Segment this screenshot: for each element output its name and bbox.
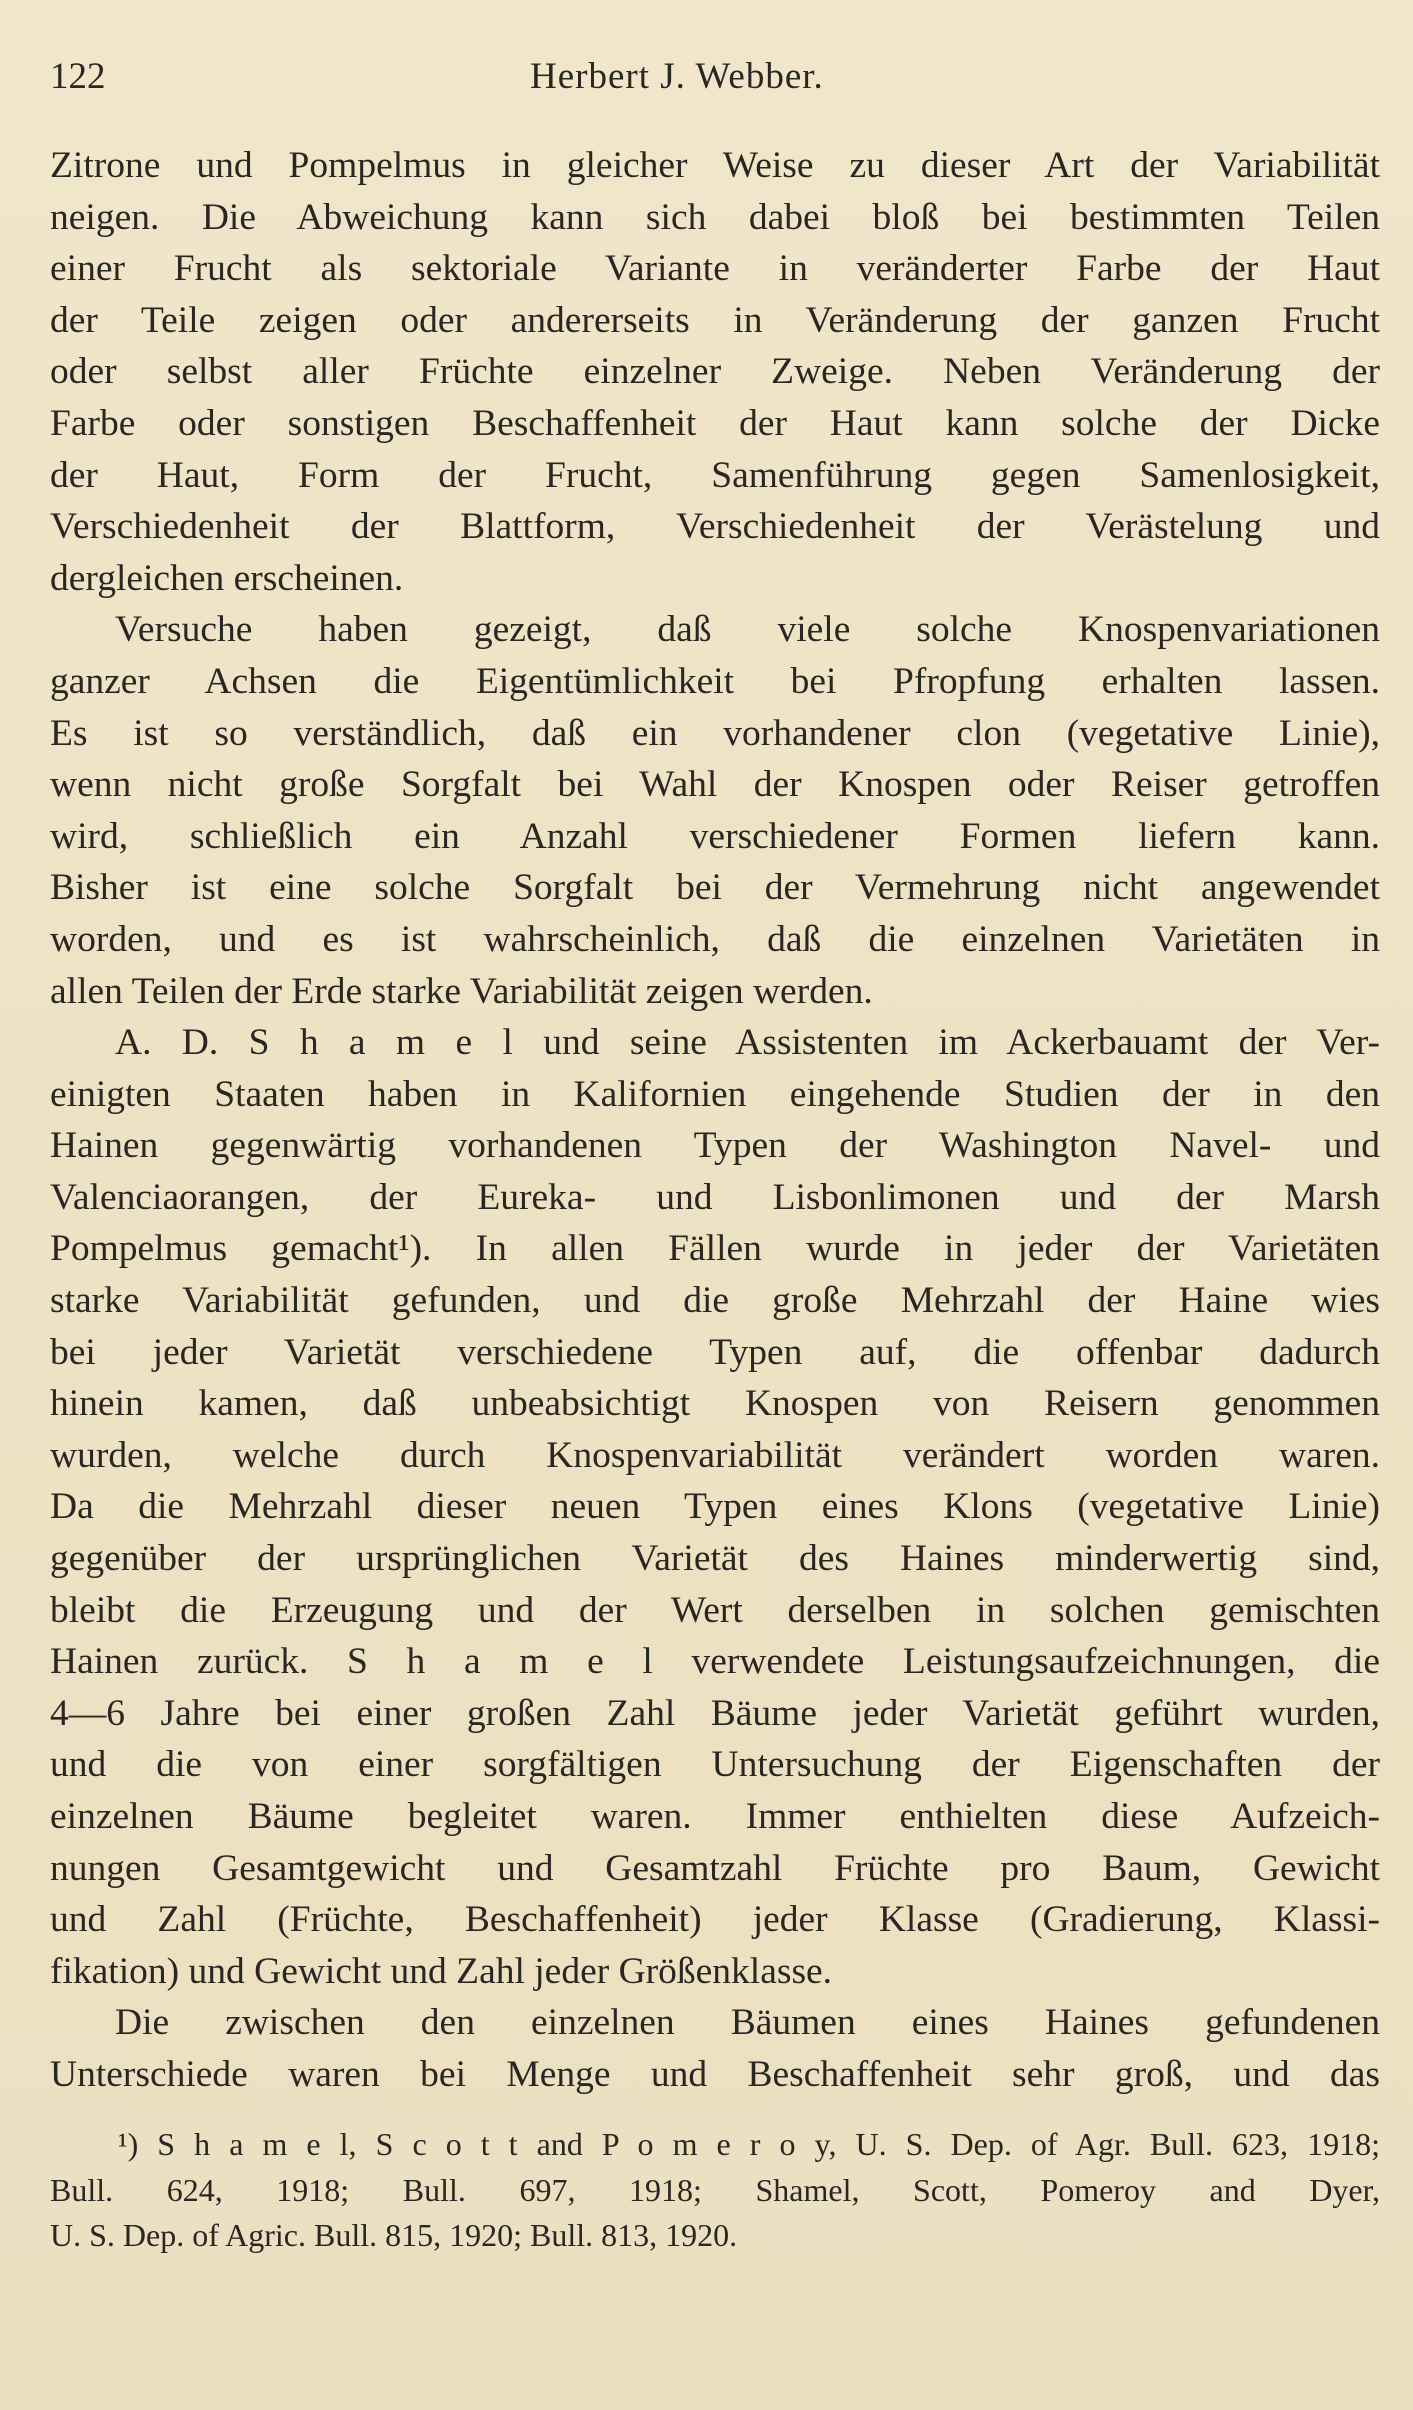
text-line: einigten Staaten haben in Kalifornien eingehende Studien der in den — [50, 1073, 1380, 1115]
page-header — [50, 52, 1350, 102]
text-line: der Teile zeigen oder andererseits in Veränderung der ganzen Frucht — [50, 299, 1380, 341]
text-line: Valenciaorangen, der Eureka- und Lisbonlimonen und der Marsh — [50, 1176, 1380, 1218]
text-line: Verschiedenheit der Blattform, Verschiedenheit der Verästelung und — [50, 506, 1380, 548]
text-line: dergleichen erscheinen. — [50, 557, 404, 599]
text-line: hinein kamen, daß unbeabsichtigt Knospen von Reisern genommen — [50, 1383, 1380, 1425]
text-line: Hainen zurück. S h a m e l verwendete Leistungsaufzeichnungen, die — [50, 1641, 1380, 1683]
text-line: oder selbst aller Früchte einzelner Zweige. Neben Veränderung der — [50, 351, 1380, 393]
text-line: nungen Gesamtgewicht und Gesamtzahl Früchte pro Baum, Gewicht — [50, 1847, 1380, 1889]
text-line: einer Frucht als sektoriale Variante in veränderter Farbe der Haut — [50, 248, 1380, 290]
text-line: allen Teilen der Erde starke Variabilität zeigen werden. — [50, 970, 873, 1012]
text-line: Unterschiede waren bei Menge und Beschaffenheit sehr groß, und das — [50, 2053, 1380, 2095]
text-line: Es ist so verständlich, daß ein vorhandener clon (vegetative Linie), — [50, 712, 1380, 754]
text-line: Hainen gegenwärtig vorhandenen Typen der Washington Navel- und — [50, 1125, 1380, 1167]
running-head: Herbert J. Webber. — [530, 56, 824, 97]
text-line: gegenüber der ursprünglichen Varietät des Haines minderwertig sind, — [50, 1538, 1380, 1580]
footnote-line: ¹) S h a m e l, S c o t t and P o m e r o y, U. S. Dep. of Agr. Bull. 623, 1918; — [118, 2126, 1380, 2162]
text-line: 4—6 Jahre bei einer großen Zahl Bäume jeder Varietät geführt wurden, — [50, 1692, 1380, 1734]
text-line: Zitrone und Pompelmus in gleicher Weise zu dieser Art der Variabilität — [50, 145, 1380, 186]
text-line: worden, und es ist wahrscheinlich, daß die einzelnen Varietäten in — [50, 918, 1380, 960]
text-line: ganzer Achsen die Eigentümlichkeit bei Pfropfung erhalten lassen. — [50, 660, 1380, 702]
body-text — [50, 140, 1380, 2101]
footnotes — [50, 2122, 1380, 2259]
text-line: Bisher ist eine solche Sorgfalt bei der Vermehrung nicht angewendet — [50, 867, 1380, 909]
text-line: wird, schließlich ein Anzahl verschiedener Formen liefern kann. — [50, 815, 1380, 857]
text-line: starke Variabilität gefunden, und die große Mehrzahl der Haine wies — [50, 1280, 1380, 1322]
text-line: und die von einer sorgfältigen Untersuchung der Eigenschaften der — [50, 1744, 1380, 1786]
text-line: neigen. Die Abweichung kann sich dabei bloß bei bestimmten Teilen — [50, 196, 1380, 238]
text-line: wenn nicht große Sorgfalt bei Wahl der Knospen oder Reiser getroffen — [50, 764, 1380, 806]
page-number: 122 — [50, 56, 106, 97]
text-line: bleibt die Erzeugung und der Wert derselben in solchen gemischten — [50, 1589, 1380, 1631]
text-line: der Haut, Form der Frucht, Samenführung gegen Samenlosigkeit, — [50, 454, 1380, 496]
footnote-line: U. S. Dep. of Agric. Bull. 815, 1920; Bull. 813, 1920. — [50, 2217, 738, 2254]
text-line: Versuche haben gezeigt, daß viele solche Knospenvariationen — [115, 609, 1380, 651]
text-line: fikation) und Gewicht und Zahl jeder Größenklasse. — [50, 1950, 833, 1992]
text-line: Die zwischen den einzelnen Bäumen eines Haines gefundenen — [115, 2002, 1380, 2044]
text-line: bei jeder Varietät verschiedene Typen auf, die offenbar dadurch — [50, 1331, 1380, 1373]
text-line: A. D. S h a m e l und seine Assistenten im Ackerbauamt der Ver- — [115, 1022, 1380, 1064]
text-line: und Zahl (Früchte, Beschaffenheit) jeder Klasse (Gradierung, Klassi- — [50, 1899, 1380, 1941]
footnote-line: Bull. 624, 1918; Bull. 697, 1918; Shamel, Scott, Pomeroy and Dyer, — [50, 2171, 1380, 2208]
text-line: einzelnen Bäume begleitet waren. Immer enthielten diese Aufzeich- — [50, 1796, 1380, 1837]
text-line: Pompelmus gemacht¹). In allen Fällen wurde in jeder der Varietäten — [50, 1228, 1380, 1270]
text-line: Farbe oder sonstigen Beschaffenheit der Haut kann solche der Dicke — [50, 402, 1380, 444]
text-line: wurden, welche durch Knospenvariabilität verändert worden waren. — [50, 1434, 1380, 1476]
text-line: Da die Mehrzahl dieser neuen Typen eines Klons (vegetative Linie) — [50, 1486, 1380, 1528]
